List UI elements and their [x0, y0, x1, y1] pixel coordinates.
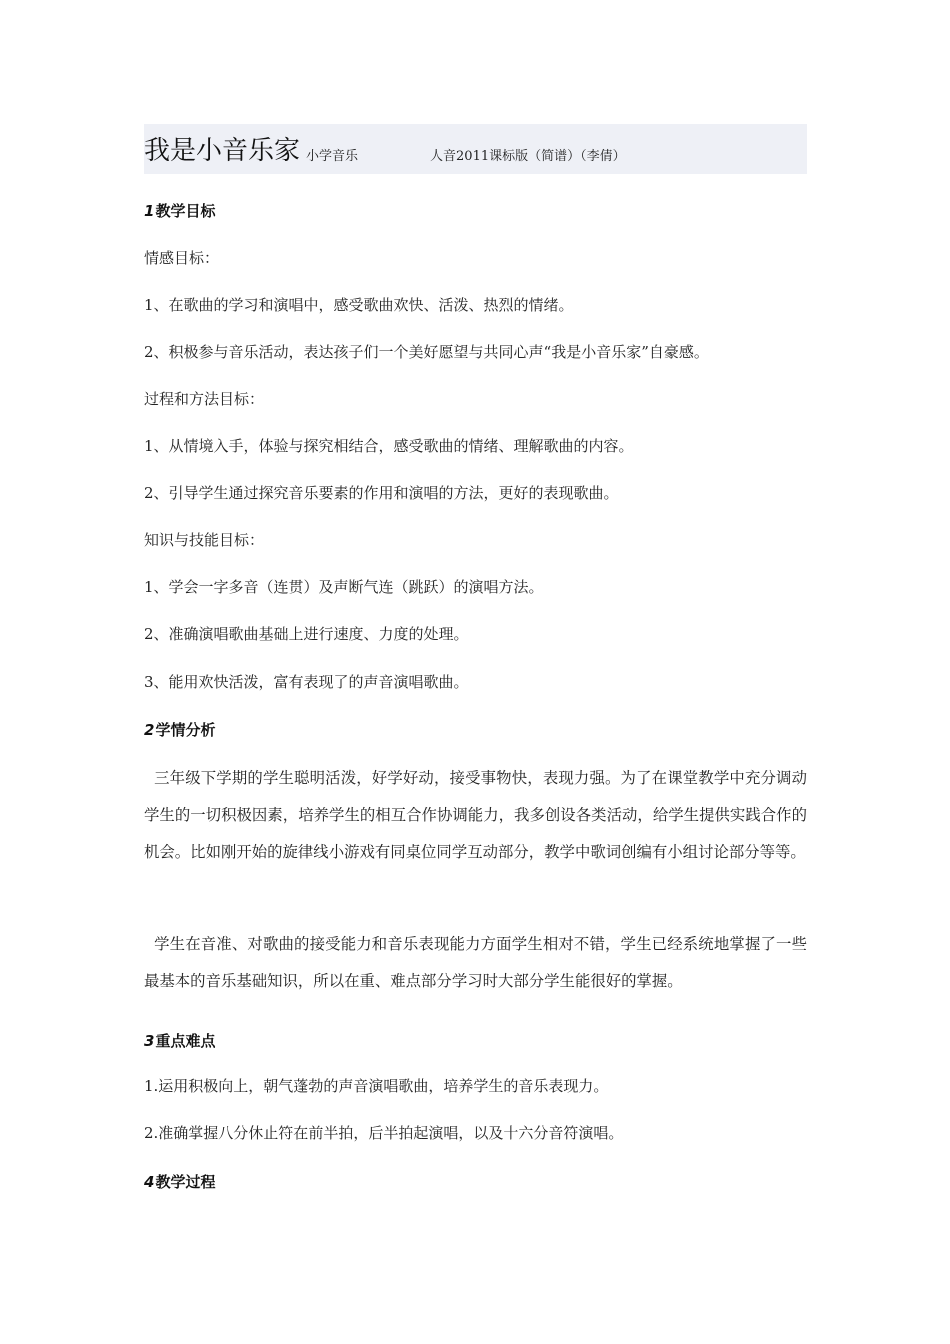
list-item: 知识与技能目标： [144, 531, 265, 549]
list-item: 2.准确掌握八分休止符在前半拍，后半拍起演唱，以及十六分音符演唱。 [144, 1124, 624, 1142]
list-item: 3、能用欢快活泼，富有表现了的声音演唱歌曲。 [144, 673, 469, 691]
section-heading-key-points [144, 1030, 215, 1051]
list-item: 2、准确演唱歌曲基础上进行速度、力度的处理。 [144, 625, 469, 643]
section-number: 1 [144, 202, 155, 220]
section-heading-process [144, 1171, 215, 1192]
section-title: 教学过程 [155, 1173, 216, 1191]
subject-label: 小学音乐 [306, 149, 359, 164]
list-item: 1.运用积极向上，朝气蓬勃的声音演唱歌曲，培养学生的音乐表现力。 [144, 1077, 609, 1095]
section-number: 3 [144, 1032, 155, 1050]
paragraph: 三年级下学期的学生聪明活泼，好学好动，接受事物快，表现力强。为了在课堂教学中充分调动学生的一切积极因素，培养学生的相互合作协调能力，我多创设各类活动，给学生提供实践合作的机会。比如刚开始的旋律线小游戏有同桌位同学互动部分，教学中歌词创编有小组讨论部分等等。 [144, 769, 807, 861]
section-number: 2 [144, 721, 155, 739]
list-item: 过程和方法目标： [144, 390, 265, 408]
section-title: 重点难点 [155, 1032, 216, 1050]
list-item: 2、积极参与音乐活动，表达孩子们一个美好愿望与共同心声“我是小音乐家”自豪感。 [144, 343, 709, 361]
title-bar [144, 124, 807, 174]
section-heading-analysis [144, 719, 215, 740]
list-item: 1、学会一字多音（连贯）及声断气连（跳跃）的演唱方法。 [144, 578, 544, 596]
section-title: 教学目标 [155, 202, 216, 220]
list-item: 2、引导学生通过探究音乐要素的作用和演唱的方法，更好的表现歌曲。 [144, 484, 619, 502]
paragraph: 学生在音准、对歌曲的接受能力和音乐表现能力方面学生相对不错，学生已经系统地掌握了一些最基本的音乐基础知识，所以在重、难点部分学习时大部分学生能很好的掌握。 [144, 935, 807, 990]
list-item: 1、在歌曲的学习和演唱中，感受歌曲欢快、活泼、热烈的情绪。 [144, 296, 574, 314]
section-number: 4 [144, 1173, 155, 1191]
list-item: 情感目标： [144, 249, 220, 267]
list-item: 1、从情境入手，体验与探究相结合，感受歌曲的情绪、理解歌曲的内容。 [144, 437, 634, 455]
section-title: 学情分析 [155, 721, 216, 739]
edition-label: 人音2011课标版（简谱）（李倩） [430, 149, 626, 164]
page-title: 我是小音乐家 [144, 136, 301, 166]
section-heading-objectives [144, 200, 215, 221]
